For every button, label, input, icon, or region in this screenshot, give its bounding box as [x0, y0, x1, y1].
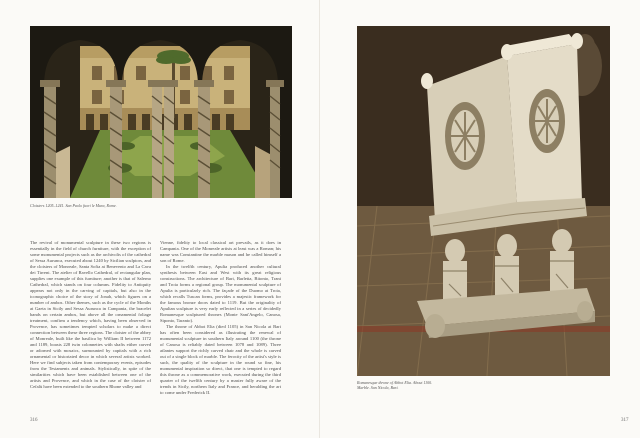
- cloister-photo: [30, 26, 292, 198]
- page-number-left: 316: [30, 418, 38, 423]
- text-column-2: [160, 240, 281, 410]
- page-number-right: 317: [621, 418, 629, 423]
- throne-photo: [357, 26, 610, 376]
- paragraph: The throne of Abbot Elia (died 1105) in San Nicola at Bari has often been considered as illustrating the renewal of monumental sculpture in southern Italy around 1100 (the throne of Canosa is reliably dated between 1078 and 1089). Three atlantes support the richly carved chair and the whole is carved out of a single block of marble. The ferocity of the artist's style is such, the quality of the sculpture in the round so fine, his monumental inspiration so direct, that one is tempted to regard this throne as a commemorative work, executed during the third quarter of the twelfth century by a master fully aware of the trends in Sicily, northern Italy and France, and heralding the art to come under Frederick II.: [160, 324, 281, 395]
- throne-illustration: [357, 26, 610, 376]
- cloister-caption: Cloisters 1205–1241. San Paolo fuori le Mura, Rome.: [30, 203, 117, 208]
- cloister-illustration: [30, 26, 292, 198]
- throne-caption: Romanesque throne of Abbot Elia. About 1100. Marble. San Nicola, Bari.: [357, 380, 433, 390]
- paragraph: In the twelfth century, Apulia produced another cultural synthesis between East and West with its great religious constructions. The architecture of Bari, Barletta, Bitonto, Trani and Troia forms a regional group. The monumental sculpture of Apulia is particularly rich. The façade of the Duomo at Troia, which recalls Tuscan forms, provides a majestic framework for the famous bronze doors dated to 1119. But the originality of Apulian sculpture is very early reflected in a series of decidedly Romanesque sculptured thrones (Monte Sant'Angelo, Canosa, Siponto, Taranto).: [160, 264, 281, 323]
- right-page: [320, 0, 640, 438]
- paragraph: The revival of monumental sculpture in these two regions is essentially in the field of church furniture, with the exception of some monumental projects such as the archivolts of the cathedral of Sessa Aurunca, executed about 1240 by Sicilian sculptors, and the cloisters of Monreale, Santa Sofia at Benevento and La Cava dei Tirreni. The atelier of Ravello Cathedral, of rectangular plan, supplies one example of this furniture; another is that of Salerno Cathedral, which stands on four columns. Fidelity to Antiquity appears not only in the carving of capitals, but also in the iconographic choice of the story of Jonah, which figures on a number of ambos. Other themes, such as the cycle of the Months at Gaeta in Sicily and Sessa Aurunca in Campania, the bracelet bands on certain ambos, but above all the ornamental foliage treatment, confirm a tendency which, having been observed in Provence, has sometimes tempted scholars to make a direct connection between these three regions. The cloister of the abbey of Monreale, built like the basilica by William II between 1172 and 1189, boasts 228 twin colonnettes with shafts either carved or adorned with mosaics, surmounted by capitals with a rich ornamental or historiated decor in which several artists worked. Here we find subjects taken from contemporary events, episodes from the Testaments and animals. Stylistically, in spite of the similarities which have been established between one of the artists and Provence, and which in the case of the cloister of Cefalù have been extended to the southern Rhone valley and: [30, 240, 151, 389]
- paragraph: Vienne, fidelity to local classical art prevails, as it does in Campania. One of the Monreale artists at least was a Roman; his name was Constantine the marble mason and he called himself a son of Rome.: [160, 240, 281, 263]
- text-column-1: [30, 240, 151, 410]
